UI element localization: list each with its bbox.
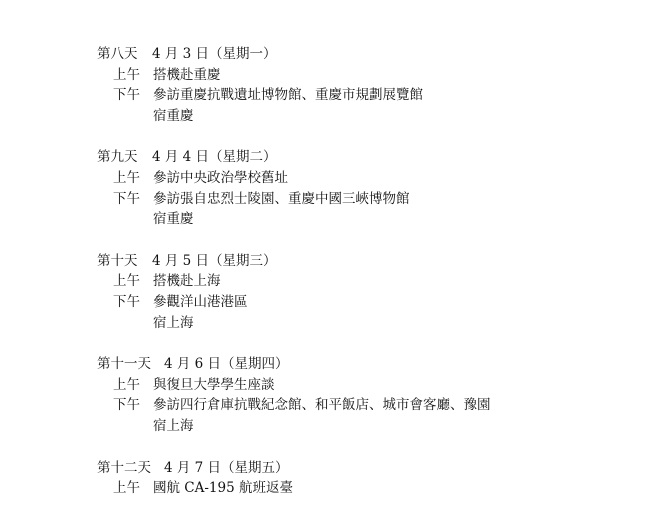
day-header bbox=[97, 458, 657, 479]
schedule-row bbox=[97, 106, 657, 127]
lodging-text: 宿上海 bbox=[153, 314, 194, 331]
activity-text: 參訪重慶抗戰遺址博物館、重慶市規劃展覽館 bbox=[153, 87, 423, 104]
day-header bbox=[97, 44, 657, 65]
day-label: 第十二天 bbox=[97, 459, 151, 476]
schedule-row bbox=[97, 65, 657, 86]
day-date: 4 月 6 日（星期四） bbox=[164, 356, 289, 373]
day-section bbox=[97, 354, 657, 436]
activity-text: 搭機赴重慶 bbox=[153, 66, 221, 83]
lodging-text: 宿上海 bbox=[153, 417, 194, 434]
period-label: 下午 bbox=[113, 397, 140, 414]
day-date: 4 月 3 日（星期一） bbox=[152, 46, 277, 62]
period-label: 上午 bbox=[113, 376, 140, 393]
day-label: 第八天 bbox=[97, 46, 138, 62]
schedule-row bbox=[97, 209, 657, 230]
schedule-row bbox=[97, 271, 657, 292]
activity-text: 與復旦大學學生座談 bbox=[153, 376, 275, 393]
activity-text: 國航 CA-195 航班返臺 bbox=[153, 480, 293, 497]
activity-text: 搭機赴上海 bbox=[153, 273, 221, 290]
activity-text: 參訪四行倉庫抗戰紀念館、和平飯店、城市會客廳、豫園 bbox=[153, 397, 491, 414]
period-label: 下午 bbox=[113, 293, 140, 310]
lodging-text: 宿重慶 bbox=[153, 107, 194, 124]
schedule-row bbox=[97, 292, 657, 313]
activity-text: 參訪中央政治學校舊址 bbox=[153, 169, 288, 186]
day-section bbox=[97, 44, 657, 126]
schedule-row bbox=[97, 416, 657, 437]
day-section bbox=[97, 458, 657, 499]
schedule-row bbox=[97, 375, 657, 396]
day-label: 第十天 bbox=[97, 252, 138, 269]
activity-text: 參觀洋山港港區 bbox=[153, 293, 248, 310]
period-label: 下午 bbox=[113, 87, 140, 104]
day-date: 4 月 7 日（星期五） bbox=[164, 459, 289, 476]
schedule-row bbox=[97, 395, 657, 416]
period-label: 下午 bbox=[113, 190, 140, 207]
day-date: 4 月 4 日（星期二） bbox=[152, 149, 277, 166]
activity-text: 參訪張自忠烈士陵園、重慶中國三峽博物館 bbox=[153, 190, 410, 207]
day-header bbox=[97, 354, 657, 375]
schedule-row bbox=[97, 189, 657, 210]
day-date: 4 月 5 日（星期三） bbox=[152, 252, 277, 269]
schedule-row bbox=[97, 85, 657, 106]
itinerary-document bbox=[97, 44, 657, 520]
day-header bbox=[97, 251, 657, 272]
day-header bbox=[97, 147, 657, 168]
schedule-row bbox=[97, 313, 657, 334]
period-label: 上午 bbox=[113, 66, 140, 83]
period-label: 上午 bbox=[113, 273, 140, 290]
day-section bbox=[97, 251, 657, 333]
period-label: 上午 bbox=[113, 480, 140, 497]
period-label: 上午 bbox=[113, 169, 140, 186]
day-label: 第九天 bbox=[97, 149, 138, 166]
schedule-row bbox=[97, 168, 657, 189]
schedule-row bbox=[97, 478, 657, 499]
lodging-text: 宿重慶 bbox=[153, 211, 194, 228]
day-section bbox=[97, 147, 657, 229]
day-label: 第十一天 bbox=[97, 356, 151, 373]
